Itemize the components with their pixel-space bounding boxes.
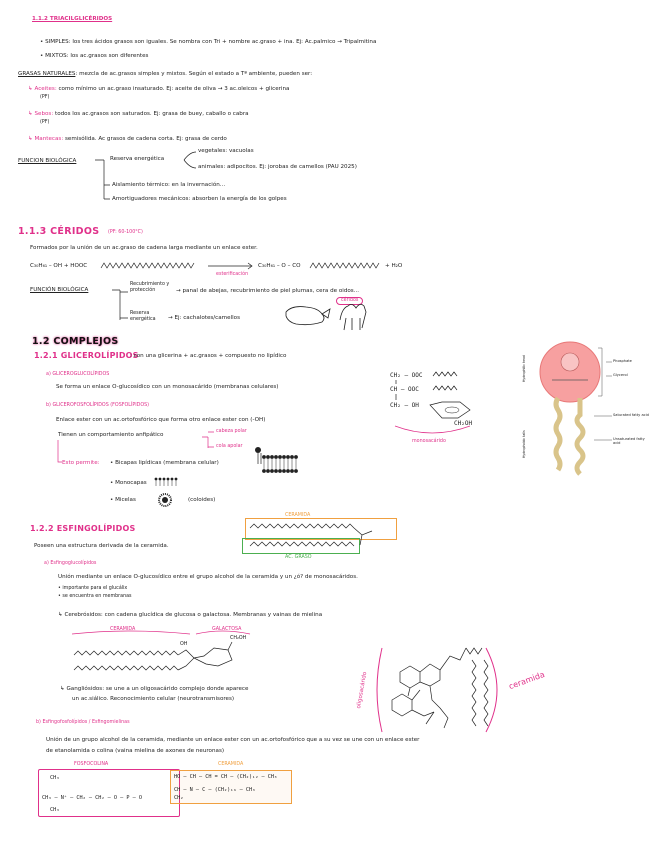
chem-line-2: CH – OOC (390, 386, 419, 393)
chem-line-1: CH₂ – OOC (390, 372, 423, 379)
ceramida-tag: CERAMIDA (285, 513, 311, 518)
reaction-left: C₃₀H₆₁ – OH + HOOC (30, 263, 88, 269)
coloides-label: (coloides) (188, 497, 216, 503)
grasas-naturales-text: : mezcla de ac.grasos simples y mixtos. Según el estado a Tª ambiente, pueden ser: (75, 71, 313, 77)
ceridos-funcion-label: FUNCIÓN BIOLÓGICA (30, 287, 89, 293)
section-title-ceridos: 1.1.3 CÉRIDOS (18, 226, 100, 237)
oligosacarido-label: oligosacárido (356, 671, 369, 710)
amortiguadores-line: Amortiguadores mecánicos: absorben la energía de los golpes (112, 196, 287, 202)
recubrimiento-label: Recubrimiento y protección (130, 282, 170, 293)
esfingoglucolipidos-label: a) Esfingoglucolípidos (44, 561, 97, 566)
cabeza-polar: cabeza polar (216, 429, 247, 434)
ceramida-tag-2: CERAMIDA (218, 762, 244, 767)
glicerofosfo-label: b) GLICEROFOSFOLÍPIDOS (FOSFOLÍPIDOS) (46, 403, 150, 408)
funcion-biologica-label: FUNCION BIOLÓGICA (18, 158, 77, 164)
sebos-note: (PF) (40, 120, 50, 125)
monosacarido-label: monosacárido (412, 439, 446, 444)
ceramida-hand-label: ceramida (507, 669, 546, 692)
ceridos-note: (PF: 60-100°C) (108, 230, 143, 235)
aislamiento-line: Aislamiento térmico: en la invernación... (112, 182, 226, 188)
chem-ch2oh: CH₂OH (454, 420, 473, 427)
fig-head: Hydrophilic head (522, 355, 526, 382)
animales-line: animales: adipocitos. Ej: jorobas de camellos (PAU 2025) (198, 164, 357, 170)
sebos-text: todos los ac.grasos son saturados. Ej: grasa de buey, caballo o cabra (55, 111, 249, 117)
glicerogluco-label: a) GLICEROGLUCOLÍPIDOS (46, 372, 110, 377)
fig-ch2oh-label: CH₂OH (230, 636, 247, 641)
fig-tails: Hydrophobic tails (522, 430, 526, 458)
fig-ceramida-label: CERAMIDA (110, 627, 136, 632)
fosfocolina-ch3-bottom: CH₃ (50, 807, 60, 813)
fosfocolina-line: CH₃ – N⁺ – CH₂ – CH₂ – O – P – O (42, 795, 142, 801)
sebos-label: ↳ Sebos: (28, 111, 54, 117)
glicerogluco-text: Se forma un enlace O-glucosídico con un monosacárido (membranas celulares) (56, 384, 279, 390)
aceites-note: (PF) (40, 95, 50, 100)
reaction-right: C₃₀H₆₁ – O – CO (258, 263, 301, 269)
section-title-esfingolipidos: 1.2.2 ESFINGOLÍPIDOS (30, 524, 136, 533)
cola-apolar: cola apolar (216, 444, 243, 449)
anfipatico-text: Tienen un comportamiento anfipático (58, 432, 164, 438)
section-title-triacilgliceridos: 1.1.2 TRIACILGLICÉRIDOS (32, 16, 113, 22)
vegetales-line: vegetales: vacuolas (198, 148, 254, 154)
ceridos-formados: Formados por la unión de un ac.graso de cadena larga mediante un enlace ester. (30, 245, 258, 251)
fig-unsaturated: Unsaturated fatty acid (613, 437, 645, 445)
fig-oh-label: OH (180, 642, 188, 647)
reserva-ceridos-text: → Ej: cachalotes/camellos (168, 315, 241, 321)
gangliosidos-line-2: un ac.siálico. Reconocimiento celular (neurotransmisores) (72, 696, 235, 702)
gangliosidos-line: ↳ Gangliósidos: se une a un oligosacárido complejo donde aparece (60, 686, 249, 692)
fosfocolina-ch2: CH₂ (174, 795, 184, 801)
section-title-complejos: 1.2 COMPLEJOS (32, 336, 119, 347)
fig-glycerol: Glycerol (613, 373, 628, 377)
mixtos-line: • MIXTOS: los ac.grasos son diferentes (40, 53, 149, 59)
ceridos-tag: céridos (336, 297, 363, 305)
reserva-energetica: Reserva energética (110, 156, 165, 162)
simples-line: • SIMPLES: los tres ácidos grasos son iguales. Se nombra con Tri + nombre ac.graso + ina. Ej: Ac.palmico → Tripalmitina (40, 39, 377, 45)
section-title-glicerolipidos: 1.2.1 GLICEROLÍPIDOS (34, 351, 139, 360)
reserva-energetica-ceridos: Reserva energética (130, 311, 156, 322)
fig-saturated: Saturated fatty acid (613, 413, 649, 417)
fosfocolina-tag: FOSFOCOLINA (74, 762, 109, 767)
esterificacion-label: esterificación (216, 272, 249, 277)
cerebrosidos-line: ↳ Cerebrósidos: con cadena glucídica de glucosa o galactosa. Membranas y vainas de mielina (58, 612, 323, 618)
esfingofosfolipidos-text-2: de etanolamida o colina (vaina mielina de axones de neuronas) (46, 748, 225, 754)
grasas-naturales-label: GRASAS NATURALES (18, 71, 76, 77)
recubrimiento-text: → panal de abejas, recubrimiento de piel plumas, cera de oidos... (176, 288, 360, 294)
mantecas-label: ↳ Mantecas: (28, 136, 64, 142)
chem-line-3: CH₂ – OH (390, 402, 419, 409)
esfingoglucolipidos-text: Unión mediante un enlace O-glucosídico entre el grupo alcohol de la ceramida y un ¿ó? de monosacáridos. (58, 574, 358, 580)
aceites-text: como mínimo un ac.graso insaturado. Ej: aceite de oliva → 3 ac.oleicos + glicerina (58, 86, 290, 92)
ceramida-line-1: HO – CH – CH = CH – (CH₂)₁₂ – CH₃ (174, 774, 278, 780)
acgraso-tag: AC. GRASO (285, 555, 312, 560)
micelas-line: • Micelas (110, 497, 136, 503)
reaction-water: + H₂O (385, 263, 403, 269)
monocapas-line: • Monocapas (110, 480, 147, 486)
glucalix-bullet: • importante para el glucálix (58, 586, 128, 591)
mantecas-text: semisólida. Ac grasos de cadena corta. Ej: grasa de cerdo (64, 136, 227, 142)
fig-phosphate: Phosphate (613, 359, 632, 363)
glicerolipidos-text: : con una glicerina + ac.grasos + compuesto no lipídico (130, 353, 287, 359)
fosfocolina-ch3-top: CH₃ (50, 775, 60, 781)
glicerofosfo-text: Enlace ester con un ac.ortofosfórico que forma otro enlace ester con (-OH) (56, 417, 266, 423)
aceites-label: ↳ Aceites: (28, 86, 57, 92)
bicapas-line: • Bicapas lipídicas (membrana celular) (110, 460, 219, 466)
membranas-bullet: • se encuentra en membranas (58, 594, 132, 599)
ceramida-line-2: CH – N – C – (CH₂)₁₆ – CH₃ (174, 787, 256, 793)
esfingolipidos-posee: Poseen una estructura derivada de la ceramida. (34, 543, 169, 549)
esto-permite: Esto permite: (62, 460, 100, 466)
fig-galactosa-label: GALACTOSA (212, 627, 242, 632)
esfingofosfolipidos-label: b) Esfingofosfolípidos / Esfingomielinas (36, 720, 130, 725)
esfingofosfolipidos-text-1: Unión de un grupo alcohol de la ceramida, mediante un enlace ester con un ac.ortofosfórico que a su vez se une con un enlace ester (46, 737, 420, 743)
